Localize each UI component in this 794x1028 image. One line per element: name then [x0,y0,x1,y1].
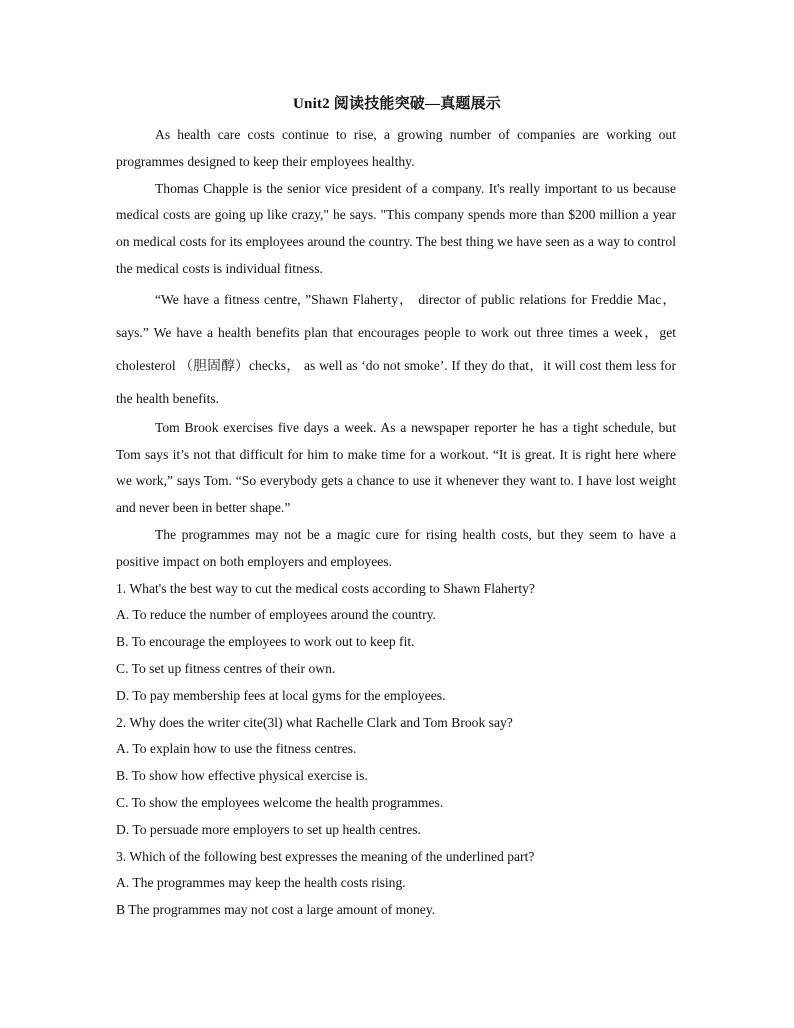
question-stem: 2. Why does the writer cite(3l) what Rachelle Clark and Tom Brook say? [116,714,513,730]
passage-paragraph: “We have a fitness centre, ”Shawn Flaherty， director of public relations for Freddie Mac， says.” We have a health benefits plan that encourages people to work out three times a week，get cholesterol （胆固醇）checks， as well as ‘do not smoke’. If they do that，it will cost them less for the health benefits. [116,291,676,406]
answer-option: A. To explain how to use the fitness centres. [116,741,357,757]
answer-option: A. To reduce the number of employees around the country. [116,607,436,623]
question-stem: 3. Which of the following best expresses the meaning of the underlined part? [116,848,535,864]
answer-option: B The programmes may not cost a large amount of money. [116,902,436,918]
answer-option: B. To encourage the employees to work out to keep fit. [116,634,415,650]
answer-option: B. To show how effective physical exercise is. [116,768,368,784]
passage-paragraph: As health care costs continue to rise, a growing number of companies are working out programmes designed to keep their employees healthy. [116,127,676,169]
answer-option: D. To pay membership fees at local gyms for the employees. [116,687,446,703]
reading-content [116,122,676,924]
answer-option: A. The programmes may keep the health costs rising. [116,875,406,891]
answer-option: C. To set up fitness centres of their own. [116,660,336,676]
answer-option: C. To show the employees welcome the health programmes. [116,794,444,810]
passage-paragraph: Thomas Chapple is the senior vice president of a company. It's really important to us because medical costs are going up like crazy," he says. "This company spends more than $200 million a year on medical costs for its employees around the country. The best thing we have seen as a way to control the medical costs is individual fitness. [116,180,676,276]
passage-paragraph: Tom Brook exercises five days a week. As a newspaper reporter he has a tight schedule, but Tom says it’s not that difficult for him to make time for a workout. “It is great. It is right here where we work,” says Tom. “So everybody gets a chance to use it whenever they want to. I have lost weight and never been in better shape.” [116,419,676,516]
page-title: Unit2 阅读技能突破—真题展示 [293,96,501,112]
passage-paragraph: The programmes may not be a magic cure for rising health costs, but they seem to have a positive impact on both employers and employees. [116,526,676,569]
answer-option: D. To persuade more employers to set up health centres. [116,821,421,837]
question-stem: 1. What's the best way to cut the medical costs according to Shawn Flaherty? [116,580,535,596]
